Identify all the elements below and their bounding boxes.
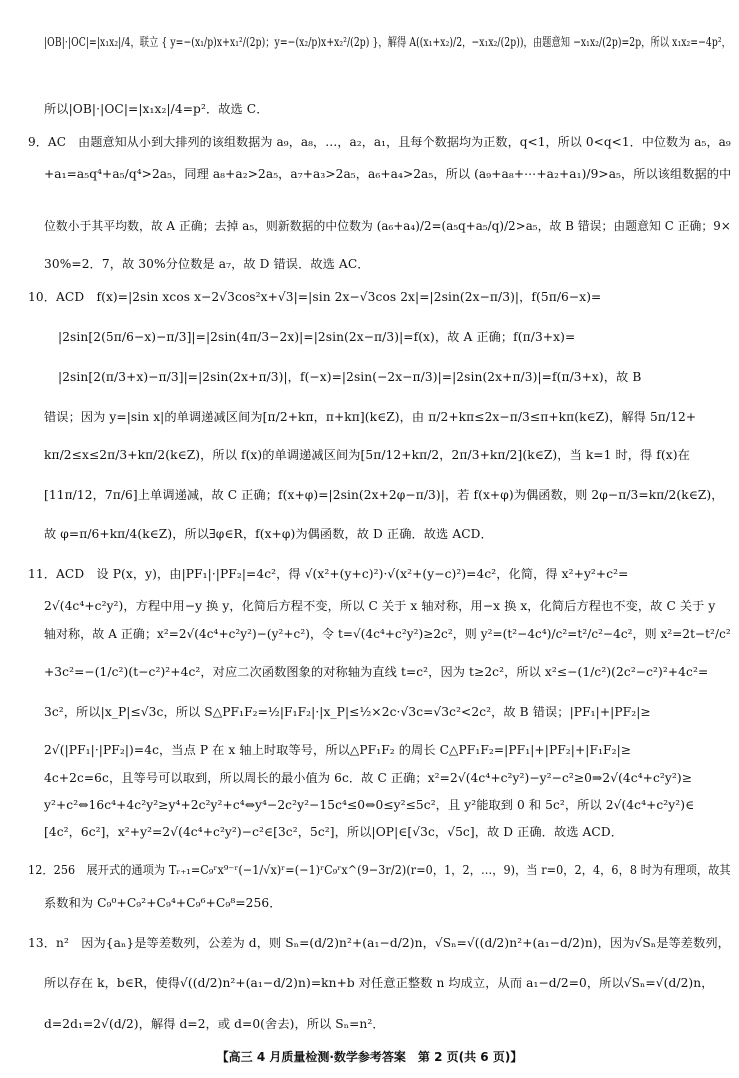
text-line: y²+c²⇔16c⁴+4c²y²≥y⁴+2c²y²+c⁴⇔y⁴−2c²y²−15c⁴≤0⇔0≤y²≤5c²，且 y²能取到 0 和 5c²，所以 2√(4c⁴+c²y²)∈ xyxy=(44,798,695,812)
text-line: 12．256 展开式的通项为 Tᵣ₊₁=C₉ʳx⁹⁻ʳ(−1/√x)ʳ=(−1)ʳC₉ʳx^(9−3r/2)(r=0，1，2，…，9)，当 r=0，2，4，6，8 时为有理项，故其 xyxy=(28,863,731,877)
text-line: [11π/12，7π/6]上单调递减，故 C 正确；f(x+φ)=|2sin(2x+2φ−π/3)|，若 f(x+φ)为偶函数，则 2φ−π/3=kπ/2(k∈Z)， xyxy=(44,488,724,502)
text-line: 2√(4c⁴+c²y²)，方程中用−y 换 y，化简后方程不变，所以 C 关于 x 轴对称，用−x 换 x，化简后方程也不变，故 C 关于 y xyxy=(44,599,716,613)
text-line: 10．ACD f(x)=|2sin xcos x−2√3cos²x+√3|=|sin 2x−√3cos 2x|=|2sin(2x−π/3)|，f(5π/6−x)= xyxy=(28,290,602,304)
page-footer: 【高三 4 月质量检测·数学参考答案 第 2 页(共 6 页)】 xyxy=(216,1050,523,1064)
text-line: 所以存在 k，b∈R，使得√((d/2)n²+(a₁−d/2)n)=kn+b 对任意正整数 n 均成立，从而 a₁−d/2=0，所以√Sₙ=√(d/2)n， xyxy=(44,976,714,990)
text-line: 4c+2c=6c，且等号可以取到，所以周长的最小值为 6c．故 C 正确；x²=2√(4c⁴+c²y²)−y²−c²≥0⇒2√(4c⁴+c²y²)≥ xyxy=(44,771,693,785)
text-line: 故 φ=π/6+kπ/4(k∈Z)，所以∃φ∈R，f(x+φ)为偶函数，故 D 正确．故选 ACD． xyxy=(44,527,493,541)
text-line: |2sin[2(5π/6−x)−π/3]|=|2sin(4π/3−2x)|=|2sin(2x−π/3)|=f(x)，故 A 正确；f(π/3+x)= xyxy=(58,330,576,344)
text-line: +a₁=a₅q⁴+a₅/q⁴>2a₅，同理 a₈+a₂>2a₅，a₇+a₃>2a₅，a₆+a₄>2a₅，所以 (a₉+a₈+⋯+a₂+a₁)/9>a₅，所以该组数据的中 xyxy=(44,167,732,181)
text-line: 错误；因为 y=|sin x|的单调递减区间为[π/2+kπ，π+kπ](k∈Z)，由 π/2+kπ≤2x−π/3≤π+kπ(k∈Z)，解得 5π/12+ xyxy=(44,410,697,424)
text-line: kπ/2≤x≤2π/3+kπ/2(k∈Z)，所以 f(x)的单调递减区间为[5π/12+kπ/2，2π/3+kπ/2](k∈Z)，当 k=1 时，得 f(x)在 xyxy=(44,448,690,462)
text-line: 轴对称，故 A 正确；x²=2√(4c⁴+c²y²)−(y²+c²)，令 t=√(4c⁴+c²y²)≥2c²，则 y²=(t²−4c⁴)/c²=t²/c²−4c²，则 x²=2t−t²/c² xyxy=(44,627,731,641)
text-line: |2sin[2(π/3+x)−π/3]|=|2sin(2x+π/3)|，f(−x)=|2sin(−2x−π/3)|=|2sin(2x+π/3)|=f(π/3+x)，故 B xyxy=(58,370,642,384)
text-line: 3c²，所以|x_P|≤√3c，所以 S△PF₁F₂=½|F₁F₂|·|x_P|≤½×2c·√3c=√3c²<2c²，故 B 错误；|PF₁|+|PF₂|≥ xyxy=(44,705,651,719)
text-line: 系数和为 C₉⁰+C₉²+C₉⁴+C₉⁶+C₉⁸=256． xyxy=(44,896,282,910)
text-line: +3c²=−(1/c²)(t−c²)²+4c²，对应二次函数图象的对称轴为直线 t=c²，因为 t≥2c²，所以 x²≤−(1/c²)(2c²−c²)²+4c²= xyxy=(44,665,709,679)
text-line: 2√(|PF₁|·|PF₂|)=4c，当点 P 在 x 轴上时取等号，所以△PF₁F₂ 的周长 C△PF₁F₂=|PF₁|+|PF₂|+|F₁F₂|≥ xyxy=(44,743,632,757)
text-line: [4c²，6c²]，x²+y²=2√(4c⁴+c²y²)−c²∈[3c²，5c²]，所以|OP|∈[√3c，√5c]，故 D 正确．故选 ACD． xyxy=(44,825,623,839)
text-line: 11．ACD 设 P(x，y)，由|PF₁|·|PF₂|=4c²，得 √(x²+(y+c)²)·√(x²+(y−c)²)=4c²，化简，得 x²+y²+c²= xyxy=(28,567,629,581)
text-line: 所以|OB|·|OC|=|x₁x₂|/4=p²．故选 C． xyxy=(44,102,269,116)
text-line: 位数小于其平均数，故 A 正确；去掉 a₅，则新数据的中位数为 (a₆+a₄)/2=(a₅q+a₅/q)/2>a₅，故 B 错误；由题意知 C 正确；9× xyxy=(44,219,731,233)
text-line: 30%=2．7，故 30%分位数是 a₇，故 D 错误．故选 AC． xyxy=(44,257,370,271)
text-line: 9．AC 由题意知从小到大排列的该组数据为 a₉，a₈，…，a₂，a₁，且每个数据均为正数，q<1，所以 0<q<1．中位数为 a₅，a₉ xyxy=(28,135,731,149)
text-line: |OB|·|OC|=|x₁x₂|/4，联立 { y=−(x₁/p)x+x₁²/(2p)；y=−(x₂/p)x+x₂²/(2p) }，解得 A((x₁+x₂)/2，−x₁x₂/(2p))，由题意知 −x₁x₂/(2p)=2p，所以 x₁x₂=−4p²， xyxy=(44,35,731,49)
text-line: d=2d₁=2√(d/2)，解得 d=2，或 d=0(舍去)，所以 Sₙ=n²． xyxy=(44,1017,385,1031)
text-line: 13．n² 因为{aₙ}是等差数列，公差为 d，则 Sₙ=(d/2)n²+(a₁−d/2)n，√Sₙ=√((d/2)n²+(a₁−d/2)n)，因为√Sₙ是等差数列， xyxy=(28,936,730,950)
